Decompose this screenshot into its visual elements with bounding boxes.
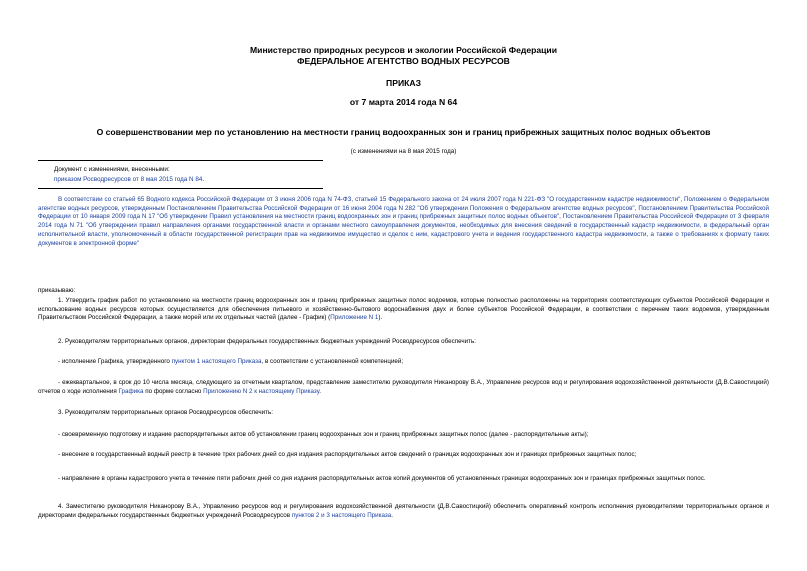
document-type: ПРИКАЗ: [386, 78, 421, 88]
water-code-link[interactable]: статьей 65 Водного кодекса Российской Федерации от 3 июня 2006 года N 74-ФЗ: [113, 196, 352, 203]
amendments-bottom-rule: [38, 188, 323, 189]
appendix-1-link[interactable]: Приложение N 1: [330, 314, 379, 322]
document-title: О совершенствовании мер по установлению на местности границ водоохранных зон и границ прибрежных защитных полос водных объектов: [96, 127, 711, 137]
item-3-c: - направление в органы кадастрового учета в течение пяти рабочих дней со дня издания распорядительных актов копий документов об установленных границах водоохранных зон и границах прибрежных защитных полос.: [58, 475, 706, 482]
item-3-b: - внесение в государственный водный реестр в течение трех рабочих дней со дня издания распорядительных актов сведений о границах водоохранных зон и границах прибрежных защитных полос;: [58, 451, 637, 458]
items-2-3-reference-link[interactable]: пунктов 2 и 3 настоящего Приказа: [291, 511, 392, 519]
amendments-top-rule: [38, 160, 323, 161]
agency-name: ФЕДЕРАЛЬНОЕ АГЕНТСТВО ВОДНЫХ РЕСУРСОВ: [297, 56, 510, 66]
document-date-number: от 7 марта 2014 года N 64: [349, 97, 458, 107]
resolution-282-link[interactable]: Постановлением Правительства Российской Федерации от 16 июня 2004 года N 282 "Об утверждении Положения о Федеральном агентстве водных ресурсов": [166, 204, 635, 212]
resolution-71-link[interactable]: Постановлением Правительства Российской Федерации от 3 февраля 2014 года N 71 "Об утверждении правил направления органами государственной власти и органами местного самоуправления документов, необходимых для внесения сведений в государственный кадастр недвижимости, в федеральный орган исполнительной власти, уполномоченный в области государственной регистрации прав на недвижимое имущество и сделок с ним, кадастрового учета и ведения государственного кадастра недвижимости, а также о требованиях к формату таких документов в электронной форме": [38, 213, 770, 247]
item-3: 3. Руководителям территориальных органов Росводресурсов обеспечить:: [58, 409, 273, 416]
amendments-heading: Документ с изменениями, внесенными:: [54, 166, 170, 173]
intro-paragraph: В соответствии со статьей 65 Водного кодекса Российской Федерации от 3 июня 2006 года N 74-ФЗ, статьей 15 Федерального закона от 24 июля 2007 года N 221-ФЗ "О государственном кадастре недвижимости", Положением о Федеральном агентстве водных ресурсов, утвержденным Постановлением Правительства Российской Федерации от 16 июня 2004 года N 282 "Об утверждении Положения о Федеральном агентстве водных ресурсов", Постановлением Правительства Российской Федерации от 10 января 2009 года N 17 "Об утверждении Правил установления на местности границ водоохранных зон и границ прибрежных защитных полос водных объектов", Постановлением Правительства Российской Федерации от 3 февраля 2014 года N 71 "Об утверждении правил направления органами государственной власти и органами местного самоуправления документов, необходимых для внесения сведений в государственный кадастр недвижимости, в федеральный орган исполнительной власти, уполномоченный в области государственной регистрации прав на недвижимое имущество и сделок с ним, кадастрового учета и ведения государственного кадастра недвижимости, а также о требованиях к формату таких документов в электронной форме": [38, 196, 770, 247]
item-1: 1. Утвердить график работ по установлению на местности границ водоохранных зон и границ прибрежных защитных полос водоемов, которые полностью расположены на территориях соответствующих субъектов Российской Федерации и использование водных ресурсов которых осуществляется для обеспечения питьевого и хозяйственно-бытового водоснабжения двух и более субъектов Российской Федерации, в соответствии с перечнем таких водоемов, утвержденным Правительством Российской Федерации, а также морей или их отдельных частей (далее - График) (Приложение N 1).: [38, 297, 769, 322]
ministry-name: Министерство природных ресурсов и экологии Российской Федерации: [250, 45, 557, 55]
item-4: 4. Заместителю руководителя Никанорову В.А., Управлению ресурсов вод и регулирования водохозяйственной деятельности (Д.В.Савостицкий) обеспечить оперативный контроль исполнения руководителями территориальных органов и директорами федеральных государственных бюджетных учреждений Росводресурсов пунктов 2 и 3 настоящего Приказа.: [38, 503, 769, 519]
item-2: 2. Руководителям территориальных органов, директорам федеральных государственных бюджетных учреждений Росводресурсов обеспечить:: [58, 338, 476, 345]
agency-regulation-link[interactable]: Положением о Федеральном агентстве водных ресурсов: [38, 196, 769, 212]
amendments-entry: приказом Росводресурсов от 8 мая 2015 года N 84.: [54, 176, 205, 183]
changes-note: (с изменениями на 8 мая 2015 года): [350, 148, 457, 155]
amendment-order-link[interactable]: приказом Росводресурсов от 8 мая 2015 года N 84: [54, 176, 203, 183]
appendix-2-link[interactable]: Приложению N 2 к настоящему Приказу: [203, 387, 320, 395]
schedule-link[interactable]: Графика: [118, 387, 144, 395]
order-word: приказываю:: [38, 287, 76, 294]
item-2-a: - исполнение Графика, утвержденного пунктом 1 настоящего Приказа, в соответствии с установленной компетенцией;: [58, 358, 404, 365]
cadastre-law-link[interactable]: статьей 15 Федерального закона от 24 июля 2007 года N 221-ФЗ "О государственном кадастре недвижимости": [355, 196, 681, 203]
item-3-a: - своевременную подготовку и издание распорядительных актов об установлении границ водоохранных зон и границ прибрежных защитных полос (далее - распорядительные акты);: [58, 431, 589, 438]
item-1-reference-link[interactable]: пунктом 1 настоящего Приказа: [171, 358, 262, 365]
resolution-17-link[interactable]: Постановлением Правительства Российской Федерации от 10 января 2009 года N 17 "Об утверждении Правил установления на местности границ водоохранных зон и границ прибрежных защитных полос водных объектов": [38, 204, 769, 221]
item-2-b: - ежеквартальное, в срок до 10 числа месяца, следующего за отчетным кварталом, представление заместителю руководителя Никанорову В.А., Управление ресурсов вод и регулирования водохозяйственной деятельности (Д.В.Савостицкий) отчетов о ходе исполнения Графика по форме согласно Приложению N 2 к настоящему Приказу.: [38, 379, 769, 395]
